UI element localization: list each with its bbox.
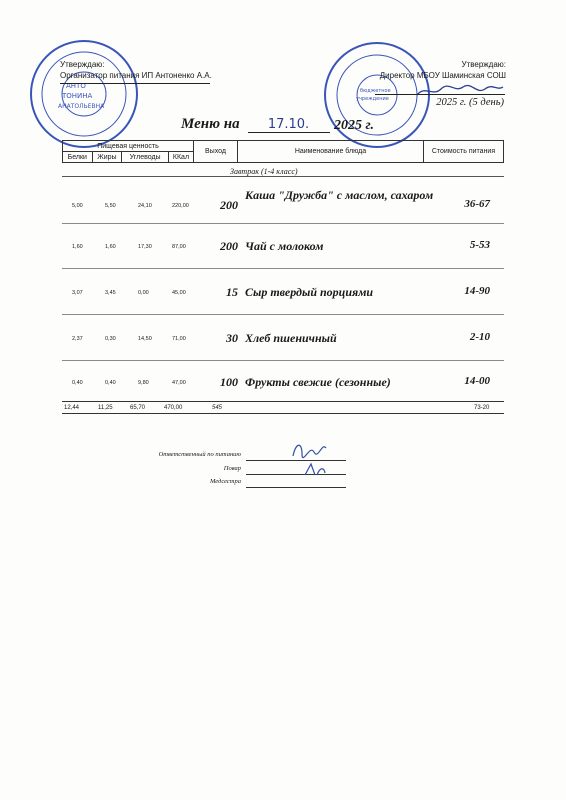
approval-right <box>380 59 506 81</box>
menu-date-underline <box>248 132 330 133</box>
svg-text:ТОНИНА: ТОНИНА <box>62 92 93 100</box>
cell-fat: 0,30 <box>105 336 116 342</box>
cook-signature <box>302 461 328 483</box>
cell-output: 200 <box>220 198 238 212</box>
row-divider <box>62 223 504 224</box>
menu-year: 2025 г. <box>334 118 374 133</box>
cell-fat: 3,45 <box>105 290 116 296</box>
cell-cost: 5-53 <box>469 239 490 251</box>
cell-kcal: 220,00 <box>172 203 189 209</box>
cell-carbs: 24,10 <box>138 203 152 209</box>
responsible-nurse-line <box>246 487 346 488</box>
total-fat: 11,25 <box>98 405 113 411</box>
cell-protein: 5,00 <box>72 203 83 209</box>
responsible-food-label: Ответственный по питанию <box>158 451 241 458</box>
cell-carbs: 14,50 <box>138 336 152 342</box>
approval-right-signer: Директор МБОУ Шаминская СОШ <box>379 71 506 80</box>
approval-year-day: 2025 г. (5 день) <box>436 97 504 108</box>
approval-left-signer: Организатор питания ИП Антоненко А.А. <box>60 71 212 80</box>
cell-dish-name: Каша "Дружба" с маслом, сахаром <box>245 188 434 202</box>
row-divider <box>62 314 504 315</box>
cell-kcal: 71,00 <box>172 336 186 342</box>
cell-cost: 2-10 <box>469 331 490 343</box>
cell-output: 100 <box>220 375 238 389</box>
cell-carbs: 9,80 <box>138 380 149 386</box>
cell-dish-name: Фрукты свежие (сезонные) <box>245 375 391 389</box>
signature-line-right <box>375 94 505 95</box>
header-carbs: Углеводы <box>122 152 169 163</box>
section-divider <box>62 176 504 177</box>
svg-text:учреждение: учреждение <box>356 96 389 102</box>
cell-dish-name: Хлеб пшеничный <box>245 331 337 345</box>
cell-protein: 3,07 <box>72 290 83 296</box>
cell-protein: 1,60 <box>72 244 83 250</box>
total-output: 545 <box>212 405 223 411</box>
cell-dish-name: Чай с молоком <box>245 239 324 253</box>
total-carbs: 65,70 <box>130 405 146 411</box>
cell-fat: 1,60 <box>105 244 116 250</box>
header-cost: Стоимость питания <box>424 141 504 163</box>
cell-output: 30 <box>226 331 238 345</box>
approval-left-heading: Утверждаю: <box>60 60 105 69</box>
cell-protein: 0,40 <box>72 380 83 386</box>
cell-output: 200 <box>220 239 238 253</box>
svg-text:АНТО: АНТО <box>66 82 86 90</box>
responsible-nurse-label: Медсестра <box>209 478 241 485</box>
svg-text:бюджетное: бюджетное <box>360 88 391 94</box>
cell-kcal: 87,00 <box>172 244 186 250</box>
total-kcal: 470,00 <box>164 405 183 411</box>
cell-protein: 2,37 <box>72 336 83 342</box>
header-output: Выход <box>194 141 238 163</box>
cell-carbs: 17,30 <box>138 244 152 250</box>
section-title: Завтрак (1-4 класс) <box>230 167 298 176</box>
menu-title: Меню на <box>181 116 240 132</box>
approval-left <box>60 59 212 81</box>
cell-fat: 0,40 <box>105 380 116 386</box>
cell-dish-name: Сыр твердый порциями <box>245 285 374 299</box>
header-nutrition: Пищевая ценность <box>63 141 194 152</box>
header-kcal: ККал <box>168 152 193 163</box>
row-divider <box>62 268 504 269</box>
cell-carbs: 0,00 <box>138 290 149 296</box>
cell-fat: 5,50 <box>105 203 116 209</box>
approval-right-heading: Утверждаю: <box>461 60 506 69</box>
row-divider <box>62 360 504 361</box>
totals-divider <box>62 413 504 414</box>
header-protein: Белки <box>63 152 93 163</box>
total-cost: 73-20 <box>474 405 490 411</box>
cell-cost: 36-67 <box>464 198 490 210</box>
total-protein: 12,44 <box>64 405 80 411</box>
row-divider <box>62 401 504 402</box>
svg-text:АНАТОЛЬЕВНА: АНАТОЛЬЕВНА <box>58 103 105 110</box>
menu-date: 17.10. <box>267 117 310 132</box>
cell-kcal: 45,00 <box>172 290 186 296</box>
cell-output: 15 <box>226 285 238 299</box>
header-fat: Жиры <box>92 152 122 163</box>
seal-stamp-left <box>28 38 140 150</box>
menu-table-header <box>62 140 504 163</box>
cell-kcal: 47,00 <box>172 380 186 386</box>
cell-cost: 14-00 <box>464 375 490 387</box>
cell-cost: 14-90 <box>464 285 490 297</box>
responsible-cook-line <box>246 474 346 475</box>
signature-line-left <box>60 83 210 84</box>
header-dish-name: Наименование блюда <box>238 141 424 163</box>
responsible-cook-label: Повар <box>223 465 241 472</box>
